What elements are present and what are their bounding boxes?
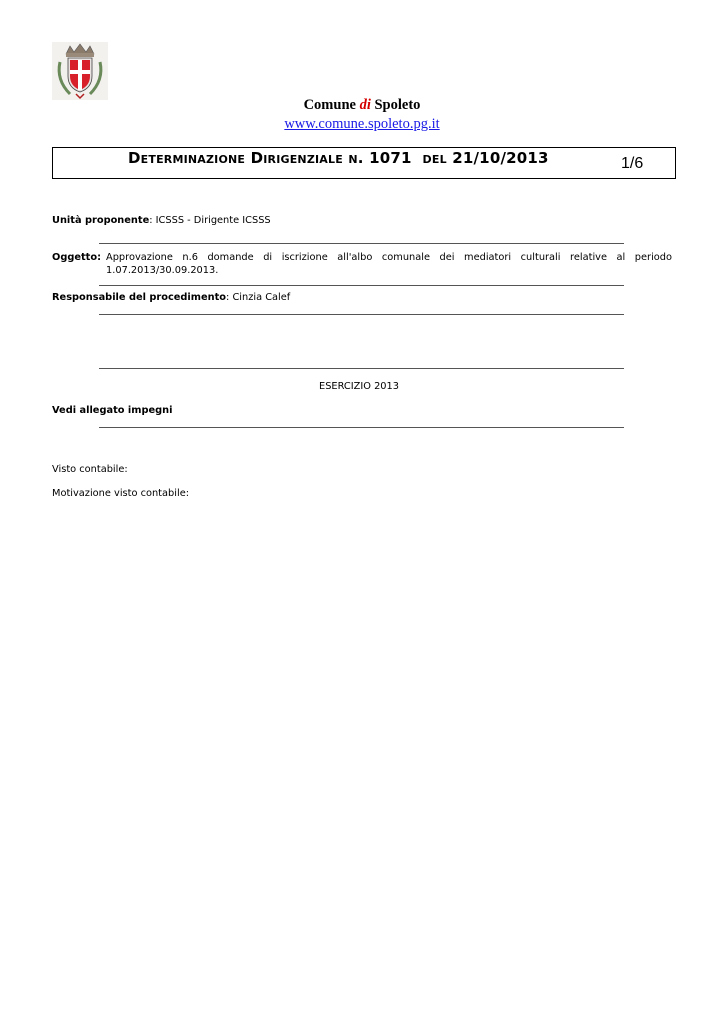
divider — [99, 427, 624, 428]
responsabile-row — [52, 292, 290, 303]
divider — [99, 285, 624, 286]
vedi-allegato-text: Vedi allegato impegni — [52, 405, 173, 416]
divider — [99, 368, 624, 369]
city-title — [0, 97, 724, 114]
unita-label: Unità proponente — [52, 215, 150, 226]
det-label: Determinazione Dirigenziale n. — [128, 149, 364, 167]
divider — [99, 314, 624, 315]
website-link[interactable]: www.comune.spoleto.pg.it — [284, 116, 440, 132]
determination-title — [128, 149, 549, 167]
responsabile-value: : Cinzia Calef — [226, 292, 291, 303]
coat-of-arms-icon — [52, 42, 108, 100]
del-label: del — [422, 149, 447, 167]
unita-row — [52, 215, 271, 226]
esercizio-text: ESERCIZIO 2013 — [319, 381, 400, 392]
oggetto-label: Oggetto — [52, 252, 98, 263]
page-counter: 1/6 — [621, 155, 644, 172]
visto-contabile-text: Visto contabile: — [52, 464, 128, 475]
city-name: Spoleto — [374, 97, 421, 113]
city-di: di — [359, 97, 371, 113]
motivazione-text: Motivazione visto contabile: — [52, 488, 190, 499]
unita-value: : ICSSS - Dirigente ICSSS — [149, 215, 271, 226]
responsabile-label: Responsabile del procedimento — [52, 292, 227, 303]
divider — [99, 243, 624, 244]
city-prefix: Comune — [303, 97, 356, 113]
oggetto-value: Approvazione n.6 domande di iscrizione all'albo comunale dei mediatori culturali relative al periodo 1.07.2013/30.09.2013. — [106, 252, 672, 276]
det-date: 21/10/2013 — [452, 149, 549, 167]
det-number: 1071 — [369, 149, 412, 167]
